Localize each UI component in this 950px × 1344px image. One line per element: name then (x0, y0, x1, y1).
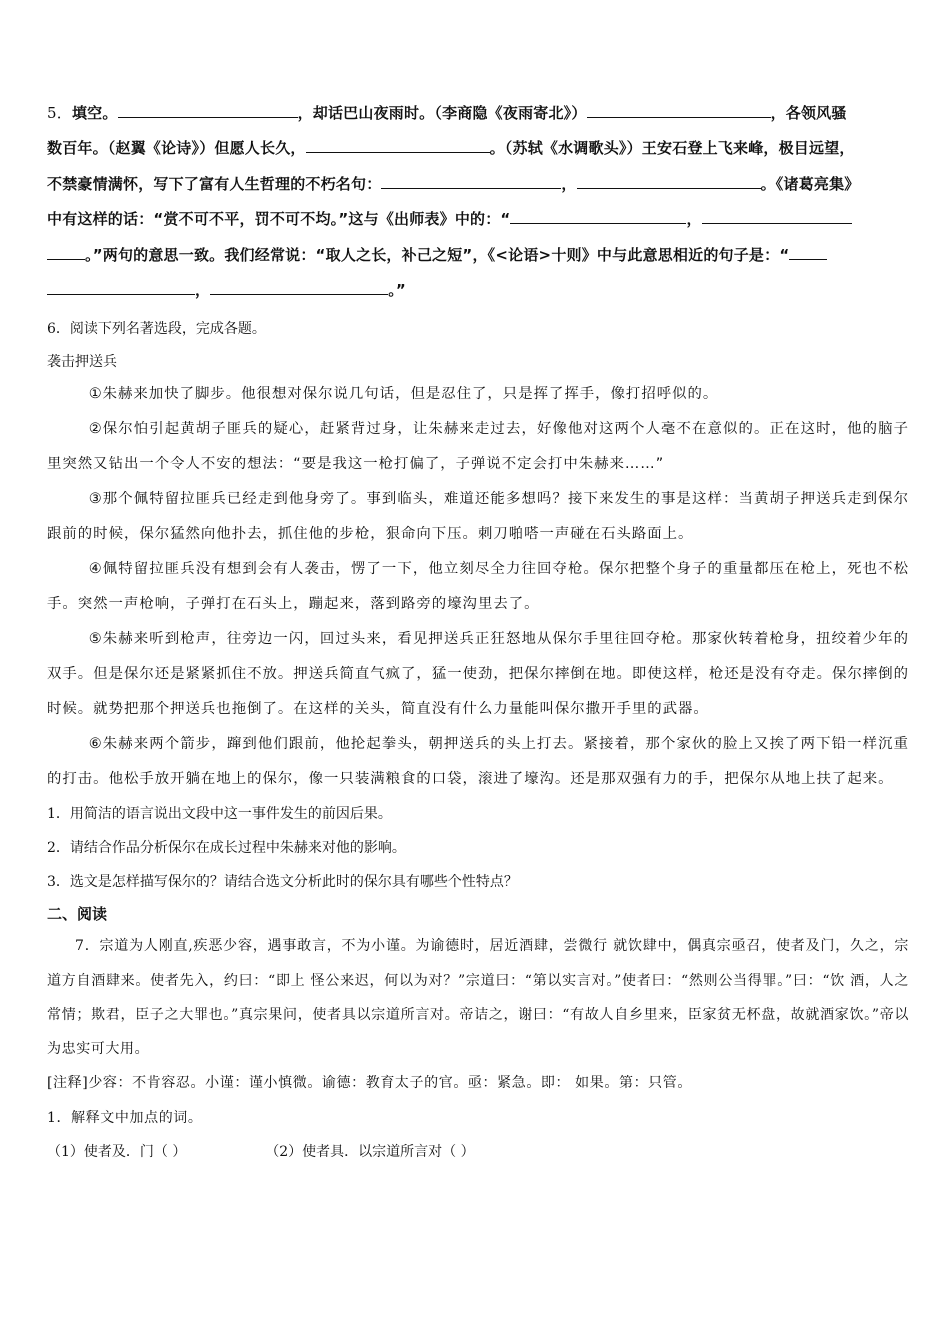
fill-in-text: 中有这样的话：“赏不可不平，罚不可不均。”这与《出师表》中的：“ (47, 210, 511, 229)
fill-in-text: ，却话巴山夜雨时。（李商隐《夜雨寄北》） (297, 104, 587, 122)
subquestion: 3．选文是怎样描写保尔的？请结合选文分析此时的保尔具有哪些个性特点？ (47, 874, 518, 891)
fill-in-line (47, 273, 909, 308)
answer-blank[interactable] (47, 280, 195, 295)
fill-in-text: 数百年。（赵翼《论诗》）但愿人长久， (47, 139, 306, 158)
answer-blank[interactable] (118, 103, 298, 118)
classical-passage (47, 929, 909, 1135)
paragraph: ③那个佩特留拉匪兵已经走到他身旁了。事到临头，难道还能多想吗？接下来发生的事是这样：当黄胡子押送兵走到保尔跟前的时候，保尔猛然向他扑去，抓住他的步枪，狠命向下压。刺刀啪嗒一声碰在石头路面上。 (47, 491, 909, 543)
fill-in-line (47, 96, 909, 131)
fill-in-text: ， (561, 174, 577, 193)
fill-in-text: 。” (388, 281, 406, 300)
paragraph: ⑥朱赫来两个箭步，蹿到他们跟前，他抡起拳头，朝押送兵的头上打去。紧接着，那个家伙的脸上又挨了两下铅一样沉重的打击。他松手放开躺在地上的保尔，像一只装满粮食的口袋，滚进了壕沟。还是那双强有力的手，把保尔从地上扶了起来。 (47, 736, 909, 788)
fill-in-text: ，各领风骚 (770, 104, 847, 122)
paragraph: ⑤朱赫来听到枪声，往旁边一闪，回过头来，看见押送兵正狂怒地从保尔手里往回夺枪。那家伙转着枪身，扭绞着少年的双手。但是保尔还是紧紧抓住不放。押送兵简直气疯了，猛一使劲，把保尔摔倒在地。即使这样，枪还是没有夺走。保尔摔倒的时候。就势把那个押送兵也拖倒了。在这样的关头，简直没有什么力量能叫保尔撒开手里的武器。 (47, 631, 909, 718)
fill-in-text: ， (686, 210, 702, 229)
answer-blank[interactable] (210, 280, 388, 295)
answer-blank[interactable] (510, 209, 686, 224)
passage-text: 7．宗道为人刚直,疾恶少容，遇事敢言，不为小谨。为谕德时，居近酒肆，尝微行 就饮肆中，偶真宗亟召，使者及门，久之，宗道方自酒肆来。使者先入，约曰：“即上 怪公来迟，何以为对？”宗道曰：“第以实言对。”使者曰：“然则公当得罪。”曰：“饮 酒，人之常情；欺君，臣子之大罪也。”真宗果问，使者具以宗道所言对。帝诘之，谢曰：“有故人自乡里来，臣家贫无杯盘，故就酒家饮。”帝以为忠实可大用。 (47, 938, 909, 1058)
section-heading: 二、阅读 (47, 905, 108, 924)
answer-blank[interactable] (306, 138, 490, 153)
fill-in-line (47, 202, 909, 237)
question-6-subquestions (47, 797, 909, 899)
fill-in-text: 。（苏轼《水调歌头》）王安石登上飞来峰，极目远望， (489, 139, 855, 158)
fill-in-text: 。”两句的意思一致。我们经常说：“取人之长，补己之短”，《<论语>十则》中与此意思相近的句子是：“ (85, 245, 790, 264)
page (47, 96, 909, 1169)
fill-in-text: 。《诸葛亮集》 (760, 174, 860, 193)
paragraph: ②保尔怕引起黄胡子匪兵的疑心，赶紧背过身，让朱赫来走过去，好像他对这两个人毫不在意似的。正在这时，他的脑子里突然又钻出一个令人不安的想法：“要是我这一枪打偏了，子弹说不定会打中朱赫来……” (47, 421, 909, 473)
fill-in-text: ， (195, 281, 211, 300)
question-5-fill-in (47, 96, 909, 308)
answer-blank[interactable] (47, 245, 85, 260)
fill-in-text: 不禁豪情满怀，写下了富有人生哲理的不朽名句： (47, 174, 382, 193)
question-6-intro: 6．阅读下列名著选段，完成各题。 (47, 321, 266, 338)
sub-item-2: （2）使者具．以宗道所言对（ ） (265, 1144, 475, 1161)
paragraph: ④佩特留拉匪兵没有想到会有人袭击，愣了一下，他立刻尽全力往回夺枪。保尔把整个身子的重量都压在枪上，死也不松手。突然一声枪响，子弹打在石头上，蹦起来，落到路旁的壕沟里去了。 (47, 561, 909, 613)
word-explanation-items (47, 1135, 909, 1169)
fill-in-line (47, 167, 909, 202)
paragraph: ①朱赫来加快了脚步。他很想对保尔说几句话，但是忍住了，只是挥了挥手，像打招呼似的。 (88, 386, 719, 403)
subquestion: 2．请结合作品分析保尔在成长过程中朱赫来对他的影响。 (47, 840, 406, 857)
fill-in-line (47, 238, 909, 273)
answer-blank[interactable] (381, 174, 561, 189)
answer-blank[interactable] (789, 245, 827, 260)
passage-title: 袭击押送兵 (47, 354, 117, 371)
answer-blank[interactable] (577, 174, 761, 189)
subquestion: 1．用简洁的语言说出文段中这一事件发生的前因后果。 (47, 806, 392, 823)
question-number: 5． (47, 104, 72, 122)
annotation-note: [注释]少容：不肯容忍。小谨：谨小慎微。谕德：教育太子的官。亟：紧急。即： 如果。第：只管。 (47, 1075, 692, 1092)
novel-excerpt (47, 377, 909, 797)
question-7-1: 1．解释文中加点的词。 (47, 1109, 203, 1126)
answer-blank[interactable] (702, 209, 852, 224)
sub-item-1: （1）使者及．门（ ） (47, 1144, 187, 1161)
fill-in-line (47, 131, 909, 166)
answer-blank[interactable] (587, 103, 771, 118)
fill-in-text: 填空。 (71, 104, 118, 122)
